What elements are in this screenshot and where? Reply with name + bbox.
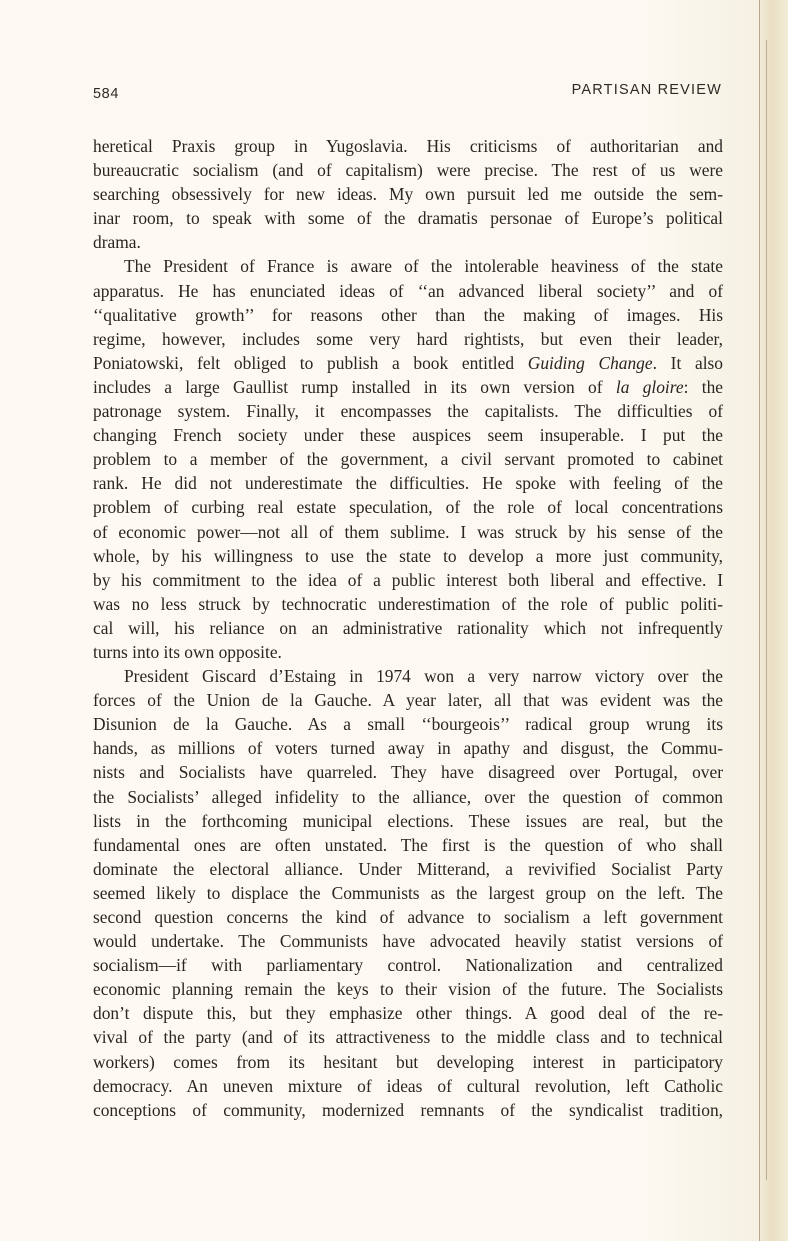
text-line: inar room, to speak with some of the dramatis personae of Europe’s political bbox=[93, 208, 723, 229]
text-line: heretical Praxis group in Yugoslavia. His criticisms of authoritarian and bbox=[93, 136, 723, 156]
text-line: bureaucratic socialism (and of capitalism) were precise. The rest of us were bbox=[93, 160, 723, 181]
text-line: problem of curbing real estate speculation, of the role of local concentrations bbox=[93, 497, 723, 518]
text-line: rank. He did not underestimate the difficulties. He spoke with feeling of the bbox=[93, 473, 723, 494]
text-line: don’t dispute this, but they emphasize other things. A good deal of the re- bbox=[93, 1003, 723, 1024]
text-line: was no less struck by technocratic underestimation of the role of public politi- bbox=[93, 593, 723, 614]
text-line: of economic power—not all of them sublime. I was struck by his sense of the bbox=[93, 521, 723, 542]
text-line: searching obsessively for new ideas. My own pursuit led me outside the sem- bbox=[93, 184, 723, 205]
text-line: problem to a member of the government, a civil servant promoted to cabinet bbox=[93, 449, 723, 470]
text-line: cal will, his reliance on an administrative rationality which not infrequently bbox=[93, 617, 723, 638]
text-line: Poniatowski, felt obliged to publish a book entitled Guiding Change. It also bbox=[93, 352, 724, 373]
paragraph bbox=[93, 664, 723, 1122]
page-header bbox=[93, 80, 722, 104]
text-line: whole, by his willingness to use the state to develop a more just community, bbox=[93, 545, 723, 566]
italic-title: la gloire bbox=[615, 376, 684, 397]
text-line: patronage system. Finally, it encompasses the capitalists. The difficulties of bbox=[93, 401, 723, 422]
text-line: workers) comes from its hesitant but developing interest in participatory bbox=[93, 1051, 723, 1072]
paragraph bbox=[93, 134, 723, 254]
text-line: fundamental ones are often unstated. The first is the question of who shall bbox=[93, 834, 723, 855]
text-line: forces of the Union de la Gauche. A year later, all that was evident was the bbox=[93, 690, 723, 711]
running-title: PARTISAN REVIEW bbox=[571, 82, 722, 98]
text-line: turns into its own opposite. bbox=[93, 641, 282, 662]
text-line: second question concerns the kind of advance to socialism a left government bbox=[93, 907, 723, 927]
text-line: vival of the party (and of its attractiveness to the middle class and to technical bbox=[93, 1027, 723, 1048]
text-line: economic planning remain the keys to their vision of the future. The Socialists bbox=[93, 979, 723, 1000]
text-line: apparatus. He has enunciated ideas of ‘‘an advanced liberal society’’ and of bbox=[93, 280, 723, 301]
body-text bbox=[93, 134, 723, 1122]
text-line: nists and Socialists have quarreled. They have disagreed over Portugal, over bbox=[93, 762, 723, 783]
text-line: would undertake. The Communists have advocated heavily statist versions of bbox=[93, 931, 723, 952]
text-line: hands, as millions of voters turned away in apathy and disgust, the Commu- bbox=[93, 738, 723, 759]
text-line: President Giscard d’Estaing in 1974 won a very narrow victory over the bbox=[124, 666, 723, 687]
text-line: seemed likely to displace the Communists as the largest group on the left. The bbox=[93, 882, 723, 903]
text-line: lists in the forthcoming municipal elections. These issues are real, but the bbox=[93, 810, 723, 831]
text-line: dominate the electoral alliance. Under Mitterand, a revivified Socialist Party bbox=[93, 858, 723, 879]
text-line: The President of France is aware of the intolerable heaviness of the state bbox=[124, 256, 723, 277]
text-line: Disunion de la Gauche. As a small ‘‘bourgeois’’ radical group wrung its bbox=[93, 714, 723, 735]
page-gutter-shadow bbox=[759, 0, 788, 1241]
page-number: 584 bbox=[93, 86, 119, 102]
text-line: includes a large Gaullist rump installed in its own version of la gloire: the bbox=[93, 376, 723, 397]
text-line: by his commitment to the idea of a public interest both liberal and effective. I bbox=[93, 569, 723, 590]
text-line: regime, however, includes some very hard rightists, but even their leader, bbox=[93, 328, 723, 349]
text-line: ‘‘qualitative growth’’ for reasons other than the making of images. His bbox=[93, 304, 723, 325]
text-line: changing French society under these auspices seem insuperable. I put the bbox=[93, 425, 723, 446]
text-line: the Socialists’ alleged infidelity to the alliance, over the question of common bbox=[93, 786, 723, 807]
paragraph bbox=[93, 254, 723, 664]
text-line: socialism—if with parliamentary control. Nationalization and centralized bbox=[93, 955, 723, 976]
text-line: conceptions of community, modernized remnants of the syndicalist tradition, bbox=[93, 1099, 723, 1120]
italic-title: Guiding Change bbox=[527, 352, 653, 373]
binding-edge bbox=[766, 40, 767, 1180]
text-line: democracy. An uneven mixture of ideas of cultural revolution, left Catholic bbox=[93, 1075, 723, 1096]
text-line: drama. bbox=[93, 232, 141, 253]
